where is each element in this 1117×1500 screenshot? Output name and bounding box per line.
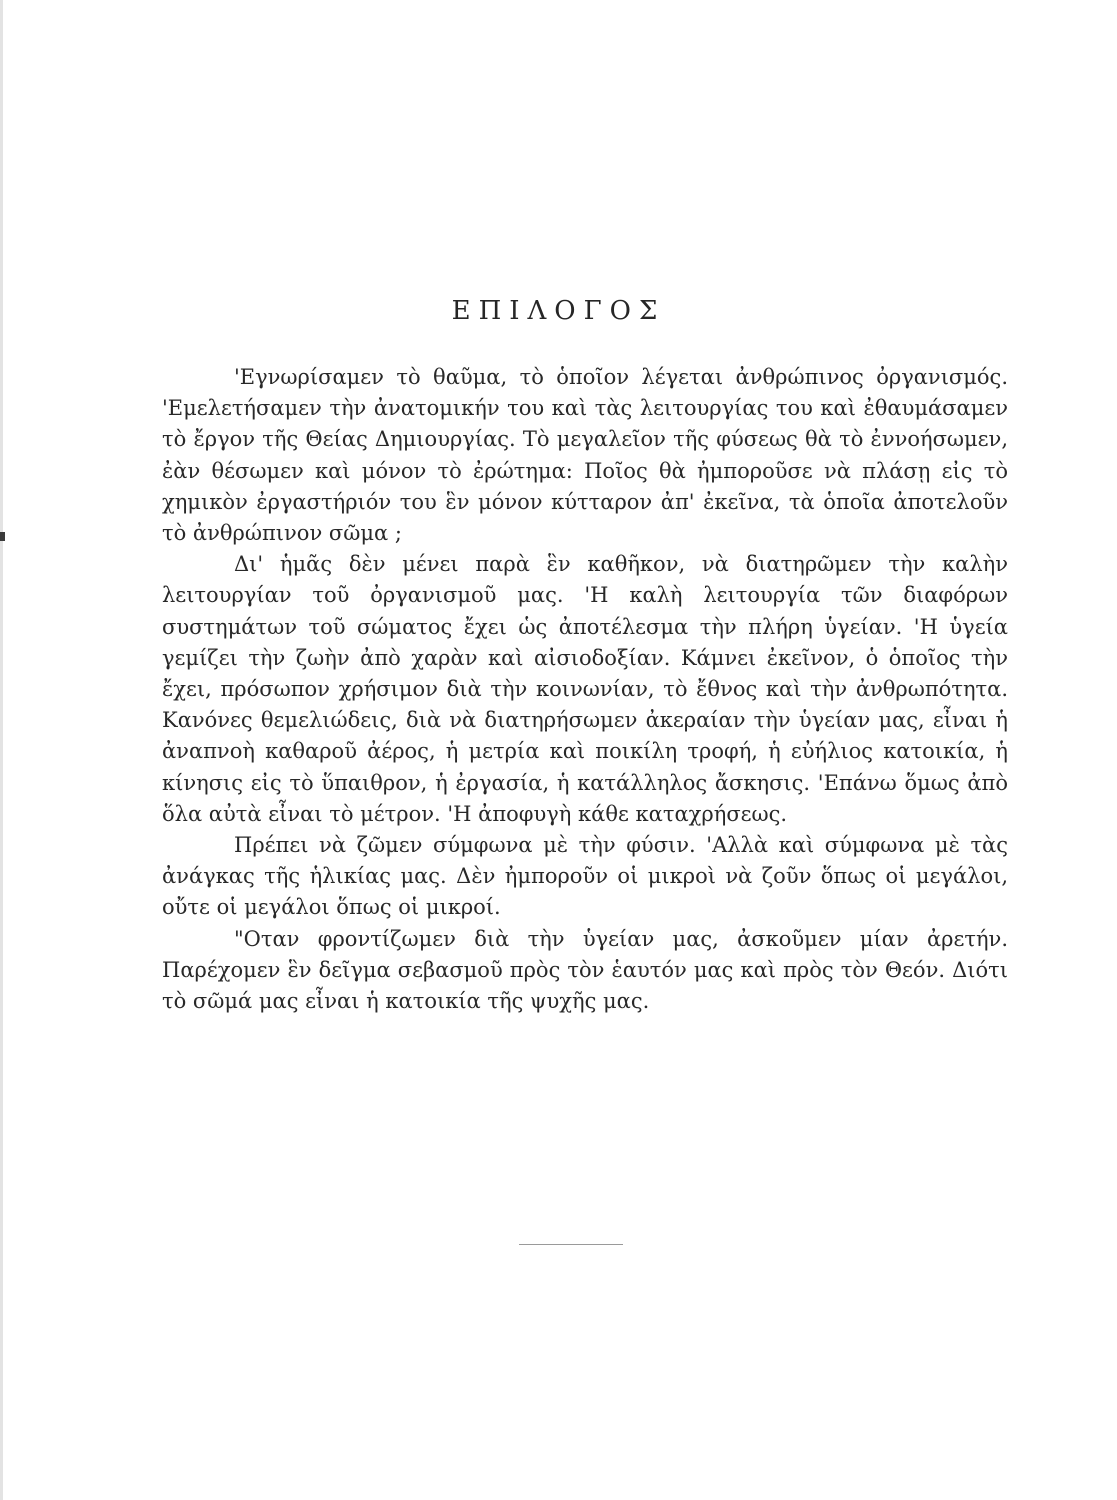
edge-mark bbox=[0, 532, 5, 541]
paragraph-3: Πρέπει νὰ ζῶμεν σύμφωνα μὲ τὴν φύσιν. 'Αλλὰ καὶ σύμφωνα μὲ τὰς ἀνάγκας τῆς ἡλικίας μας. Δὲν ἠμποροῦν οἱ μικροὶ νὰ ζοῦν ὅπως οἱ μεγάλοι, οὔτε οἱ μεγάλοι ὅπως οἱ μικροί. bbox=[162, 833, 1008, 920]
paragraph-2: Δι' ἡμᾶς δὲν μένει παρὰ ἓν καθῆκον, νὰ διατηρῶμεν τὴν καλὴν λειτουργίαν τοῦ ὀργανισμοῦ μας. 'Η καλὴ λειτουργία τῶν διαφόρων συστημάτων τοῦ σώματος ἔχει ὡς ἀποτέλεσμα τὴν πλήρη ὑγείαν. 'Η ὑγεία γεμίζει τὴν ζωὴν ἀπὸ χαρὰν καὶ αἰσιοδοξίαν. Κάμνει ἐκεῖνον, ὁ ὁποῖος τὴν ἔχει, πρόσωπον χρήσιμον διὰ τὴν κοινωνίαν, τὸ ἔθνος καὶ τὴν ἀνθρωπότητα. Κανόνες θεμελιώδεις, διὰ νὰ διατηρήσωμεν ἀκεραίαν τὴν ὑγείαν μας, εἶναι ἡ ἀναπνοὴ καθαροῦ ἀέρος, ἡ μετρία καὶ ποικίλη τροφή, ἡ εὐήλιος κατοικία, ἡ κίνησις εἰς τὸ ὕπαιθρον, ἡ ἐργασία, ἡ κατάλληλος ἄσκησις. 'Επάνω ὅμως ἀπὸ ὅλα αὐτὰ εἶναι τὸ μέτρον. 'Η ἀποφυγὴ κάθε καταχρήσεως. bbox=[162, 552, 1008, 826]
end-rule bbox=[519, 1244, 623, 1245]
epilogue-text bbox=[162, 362, 1008, 1017]
paragraph-1: 'Εγνωρίσαμεν τὸ θαῦμα, τὸ ὁποῖον λέγεται ἀνθρώπινος ὀργανισμός. 'Εμελετήσαμεν τὴν ἀνατομικήν του καὶ τὰς λειτουργίας του καὶ ἐθαυμάσαμεν τὸ ἔργον τῆς Θείας Δημιουργίας. Τὸ μεγαλεῖον τῆς φύσεως θὰ τὸ ἐννοήσωμεν, ἐὰν θέσωμεν καὶ μόνον τὸ ἐρώτημα: Ποῖος θὰ ἠμποροῦσε νὰ πλάσῃ εἰς τὸ χημικὸν ἐργαστήριόν του ἓν μόνον κύτταρον ἀπ' ἐκεῖνα, τὰ ὁποῖα ἀποτελοῦν τὸ ἀνθρώπινον σῶμα ; bbox=[162, 365, 1008, 546]
paragraph-4: "Οταν φροντίζωμεν διὰ τὴν ὑγείαν μας, ἀσκοῦμεν μίαν ἀρετήν. Παρέχομεν ἓν δεῖγμα σεβασμοῦ πρὸς τὸν ἑαυτόν μας καὶ πρὸς τὸν Θεόν. Διότι τὸ σῶμά μας εἶναι ἡ κατοικία τῆς ψυχῆς μας. bbox=[162, 926, 1008, 1014]
chapter-heading: ΕΠΙΛΟΓΟΣ bbox=[451, 296, 666, 326]
page-edge bbox=[0, 0, 3, 1500]
